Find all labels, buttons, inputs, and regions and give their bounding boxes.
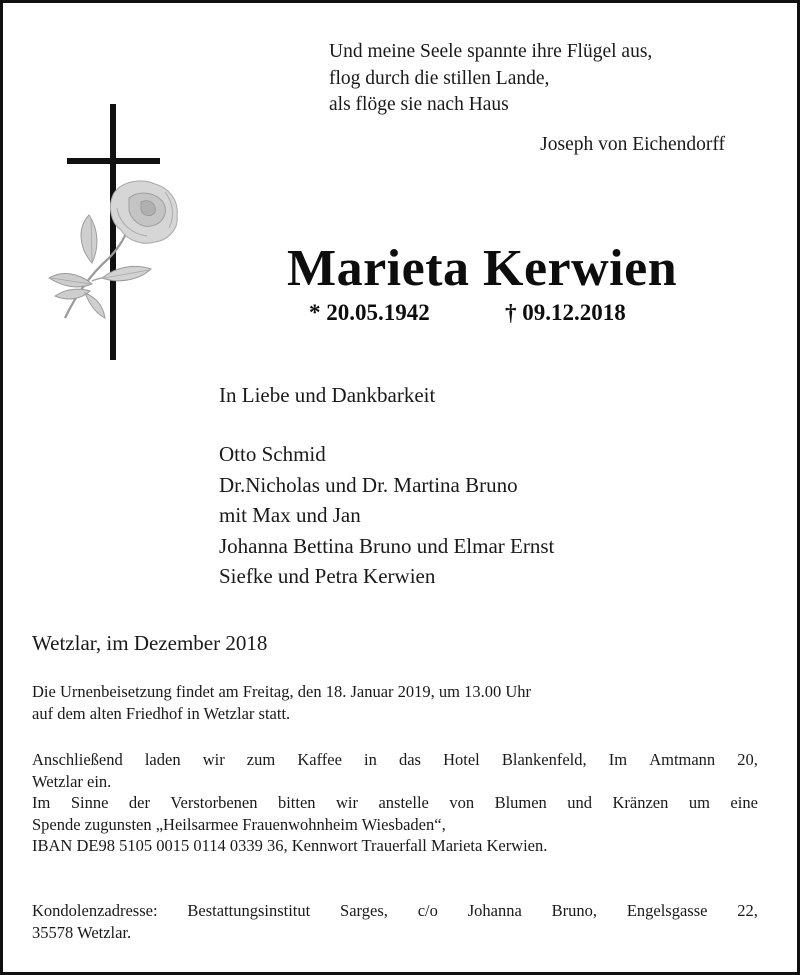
word: Kaffee	[297, 750, 342, 769]
word: 20,	[737, 750, 758, 769]
word: Engelsgasse	[626, 901, 708, 920]
word: das	[398, 750, 421, 769]
deceased-name: Marieta Kerwien	[287, 240, 678, 297]
mourner: Dr.Nicholas und Dr. Martina Bruno	[219, 472, 518, 497]
word: Amtmann	[649, 750, 716, 769]
coffee-line: Wetzlar ein.	[32, 771, 112, 791]
word: Sinne	[70, 793, 109, 812]
word: Bruno,	[551, 901, 597, 920]
condolence-line	[32, 900, 758, 922]
birth-date: * 20.05.1942	[309, 300, 430, 325]
mourner: Johanna Bettina Bruno und Elmar Ernst	[219, 533, 555, 558]
death-date: † 09.12.2018	[505, 300, 626, 325]
word: der	[128, 793, 150, 812]
coffee-line	[32, 749, 758, 771]
word: Kondolenzadresse:	[32, 901, 158, 920]
word: 22,	[737, 901, 758, 920]
word: Hotel	[443, 750, 480, 769]
place-date: Wetzlar, im Dezember 2018	[32, 631, 268, 655]
word: bitten	[277, 793, 316, 812]
donation-line	[32, 792, 758, 814]
poem-line: als flöge sie nach Haus	[329, 94, 509, 115]
word: und	[567, 793, 593, 812]
word: um	[688, 793, 710, 812]
rose-icon	[47, 178, 187, 323]
mourners-list	[219, 439, 554, 592]
condolence-line: 35578 Wetzlar.	[32, 922, 132, 942]
burial-notice	[32, 681, 758, 724]
cross-icon-bar	[67, 158, 160, 164]
notice-line: Die Urnenbeisetzung findet am Freitag, den 18. Januar 2019, um 13.00 Uhr	[32, 682, 532, 701]
poem-author: Joseph von Eichendorff	[540, 134, 725, 155]
reception-and-donation-notice	[32, 749, 758, 857]
mourner: mit Max und Jan	[219, 503, 361, 527]
donation-line: Spende zugunsten „Heilsarmee Frauenwohnheim Wiesbaden“,	[32, 814, 446, 834]
notice-line: auf dem alten Friedhof in Wetzlar statt.	[32, 703, 291, 723]
word: anstelle	[378, 793, 429, 812]
word: c/o	[417, 901, 438, 920]
word: wir	[336, 793, 358, 812]
word: eine	[730, 793, 758, 812]
word: Johanna	[467, 901, 522, 920]
word: laden	[144, 750, 181, 769]
poem-quote	[329, 39, 652, 119]
condolence-address	[32, 900, 758, 943]
word: Verstorbenen	[170, 793, 258, 812]
mourner: Siefke und Petra Kerwien	[219, 564, 436, 588]
word: Kränzen	[612, 793, 669, 812]
word: Bestattungsinstitut	[187, 901, 311, 920]
word: in	[364, 750, 377, 769]
word: von	[449, 793, 475, 812]
word: Blankenfeld,	[501, 750, 587, 769]
word: Im	[32, 793, 51, 812]
word: Blumen	[494, 793, 547, 812]
poem-line: flog durch die stillen Lande,	[329, 67, 550, 89]
word: zum	[246, 750, 276, 769]
word: Anschließend	[32, 750, 123, 769]
dedication: In Liebe und Dankbarkeit	[219, 383, 436, 407]
mourner: Otto Schmid	[219, 442, 326, 466]
iban-line: IBAN DE98 5105 0015 0114 0339 36, Kennwort Trauerfall Marieta Kerwien.	[32, 836, 548, 855]
poem-line: Und meine Seele spannte ihre Flügel aus,	[329, 41, 653, 62]
word: Sarges,	[340, 901, 388, 920]
word: Im	[608, 750, 628, 769]
word: wir	[202, 750, 225, 769]
